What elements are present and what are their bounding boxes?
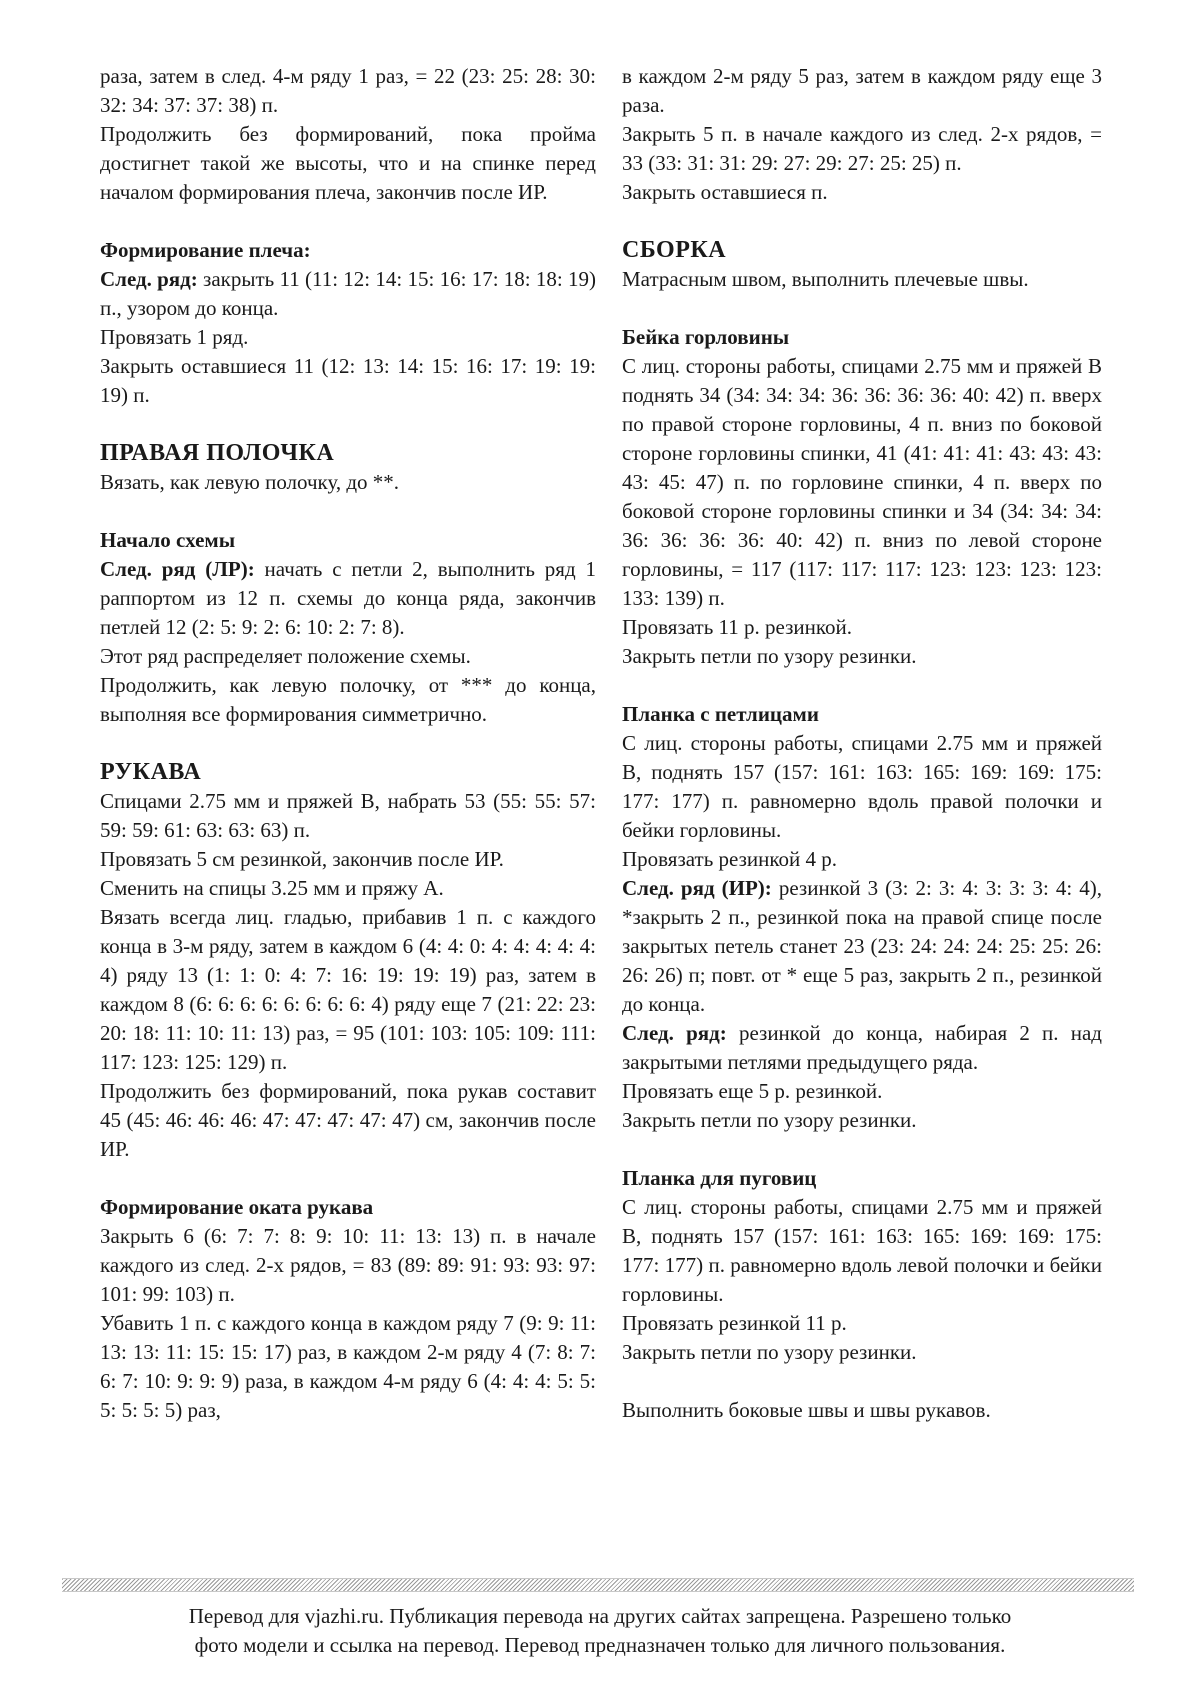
paragraph — [100, 265, 596, 323]
right-column — [622, 62, 1102, 1425]
paragraph — [622, 1019, 1102, 1077]
paragraph: Матрасным швом, выполнить плечевые швы. — [622, 267, 1029, 291]
paragraph: Провязать 1 ряд. — [100, 325, 249, 349]
paragraph: Закрыть петли по узору резинки. — [622, 644, 917, 668]
row-label: След. ряд (ЛР): — [100, 557, 255, 581]
row-text: резинкой до конца, набирая 2 п. над закрытыми петлями предыдущего ряда. — [622, 1021, 1102, 1074]
paragraph — [100, 555, 596, 642]
paragraph: Убавить 1 п. с каждого конца в каждом ряду 7 (9: 9: 11: 13: 13: 11: 15: 15: 17) раз, в каждом 2-м ряду 4 (7: 8: 7: 6: 7: 10: 9: 9: 9) раза, в каждом 4-м ряду 6 (4: 4: 4: 5: 5: 5: 5: 5: 5) раз, — [100, 1311, 596, 1422]
footer-divider — [62, 1578, 1134, 1592]
paragraph: Закрыть 5 п. в начале каждого из след. 2-х рядов, = 33 (33: 31: 31: 29: 27: 29: 27: 25: 25) п. — [622, 122, 1102, 175]
paragraph: в каждом 2-м ряду 5 раз, затем в каждом ряду еще 3 раза. — [622, 64, 1102, 117]
paragraph: Спицами 2.75 мм и пряжей В, набрать 53 (55: 55: 57: 59: 59: 61: 63: 63: 63) п. — [100, 789, 596, 842]
section-heading-assembly: СБОРКА — [622, 237, 727, 263]
section-heading-chart-start: Начало схемы — [100, 528, 236, 552]
paragraph: Закрыть оставшиеся 11 (12: 13: 14: 15: 16: 17: 19: 19: 19) п. — [100, 354, 596, 407]
paragraph: Закрыть 6 (6: 7: 7: 8: 9: 10: 11: 13: 13) п. в начале каждого из след. 2-х рядов, = 83 (89: 89: 91: 93: 93: 97: 101: 99: 103) п. — [100, 1224, 596, 1306]
row-text: закрыть 11 (11: 12: 14: 15: 16: 17: 18: 18: 19) п., узором до конца. — [100, 267, 596, 320]
paragraph: Продолжить, как левую полочку, от *** до конца, выполняя все формирования симметрично. — [100, 673, 596, 726]
paragraph: Провязать 11 р. резинкой. — [622, 615, 852, 639]
footer-line: Перевод для vjazhi.ru. Публикация перевода на других сайтах запрещена. Разрешено только — [188, 1604, 1012, 1628]
section-heading-shoulder: Формирование плеча: — [100, 238, 311, 262]
paragraph: Закрыть петли по узору резинки. — [622, 1108, 917, 1132]
row-label: След. ряд: — [100, 267, 198, 291]
paragraph: Продолжить без формирований, пока пройма достигнет такой же высоты, что и на спинке перед началом формирования плеча, закончив после ИР. — [100, 122, 596, 204]
paragraph: Вязать, как левую полочку, до **. — [100, 470, 400, 494]
paragraph: Продолжить без формирований, пока рукав составит 45 (45: 46: 46: 46: 47: 47: 47: 47: 47) см, закончив после ИР. — [100, 1079, 596, 1161]
section-heading-sleeves: РУКАВА — [100, 759, 202, 785]
paragraph: С лиц. стороны работы, спицами 2.75 мм и пряжей В, поднять 157 (157: 161: 163: 165: 169: 169: 175: 177: 177) п. равномерно вдоль правой полочки и бейки горловины. — [622, 731, 1102, 842]
paragraph: Сменить на спицы 3.25 мм и пряжу А. — [100, 876, 444, 900]
paragraph: Провязать 5 см резинкой, закончив после ИР. — [100, 847, 504, 871]
row-text: резинкой 3 (3: 2: 3: 4: 3: 3: 3: 4: 4), *закрыть 2 п., резинкой пока на правой спице после закрытых петель станет 23 (23: 24: 24: 24: 25: 25: 26: 26: 26) п; повт. от * еще 5 раз, закрыть 2 п., резинкой до конца. — [622, 876, 1102, 1016]
paragraph: Провязать еще 5 р. резинкой. — [622, 1079, 883, 1103]
row-label: След. ряд (ИР): — [622, 876, 772, 900]
paragraph: С лиц. стороны работы, спицами 2.75 мм и пряжей В поднять 34 (34: 34: 34: 36: 36: 36: 36: 40: 42) п. вверх по правой стороне горловины, 4 п. вниз по боковой стороне горловины спинки, 41 (41: 41: 41: 43: 43: 43: 43: 45: 47) п. по горловине спинки, 4 п. вверх по боковой стороне горловины спинки и 34 (34: 34: 34: 36: 36: 36: 36: 40: 42) п. вниз по левой стороне горловины, = 117 (117: 117: 117: 123: 123: 123: 123: 133: 139) п. — [622, 354, 1102, 610]
section-heading-right-front: ПРАВАЯ ПОЛОЧКА — [100, 440, 335, 466]
left-column — [100, 62, 596, 1425]
section-heading-buttonhole-band: Планка с петлицами — [622, 702, 819, 726]
row-label: След. ряд: — [622, 1021, 727, 1045]
section-heading-button-band: Планка для пуговиц — [622, 1166, 817, 1190]
paragraph: Закрыть петли по узору резинки. — [622, 1340, 917, 1364]
paragraph: Вязать всегда лиц. гладью, прибавив 1 п. с каждого конца в 3-м ряду, затем в каждом 6 (4: 4: 0: 4: 4: 4: 4: 4: 4) ряду 13 (1: 1: 0: 4: 7: 16: 19: 19: 19) раз, затем в каждом 8 (6: 6: 6: 6: 6: 6: 6: 6: 4) ряду еще 7 (21: 22: 23: 20: 18: 11: 10: 11: 13) раз, = 95 (101: 103: 105: 109: 111: 117: 123: 125: 129) п. — [100, 905, 596, 1074]
paragraph: Провязать резинкой 11 р. — [622, 1311, 847, 1335]
paragraph: Этот ряд распределяет положение схемы. — [100, 644, 471, 668]
paragraph: раза, затем в след. 4-м ряду 1 раз, = 22 (23: 25: 28: 30: 32: 34: 37: 37: 38) п. — [100, 64, 596, 117]
footer-line: фото модели и ссылка на перевод. Перевод предназначен только для личного пользования. — [194, 1633, 1006, 1657]
row-text: начать с петли 2, выполнить ряд 1 раппортом из 12 п. схемы до конца ряда, закончив петлей 12 (2: 5: 9: 2: 6: 10: 2: 7: 8). — [100, 557, 596, 639]
section-heading-sleeve-cap: Формирование оката рукава — [100, 1195, 374, 1219]
paragraph: С лиц. стороны работы, спицами 2.75 мм и пряжей В, поднять 157 (157: 161: 163: 165: 169: 169: 175: 177: 177) п. равномерно вдоль левой полочки и бейки горловины. — [622, 1195, 1102, 1306]
paragraph: Провязать резинкой 4 р. — [622, 847, 838, 871]
paragraph: Закрыть оставшиеся п. — [622, 180, 828, 204]
paragraph: Выполнить боковые швы и швы рукавов. — [622, 1398, 991, 1422]
paragraph — [622, 874, 1102, 1019]
section-heading-neckband: Бейка горловины — [622, 325, 790, 349]
footer-notice — [60, 1602, 1140, 1660]
